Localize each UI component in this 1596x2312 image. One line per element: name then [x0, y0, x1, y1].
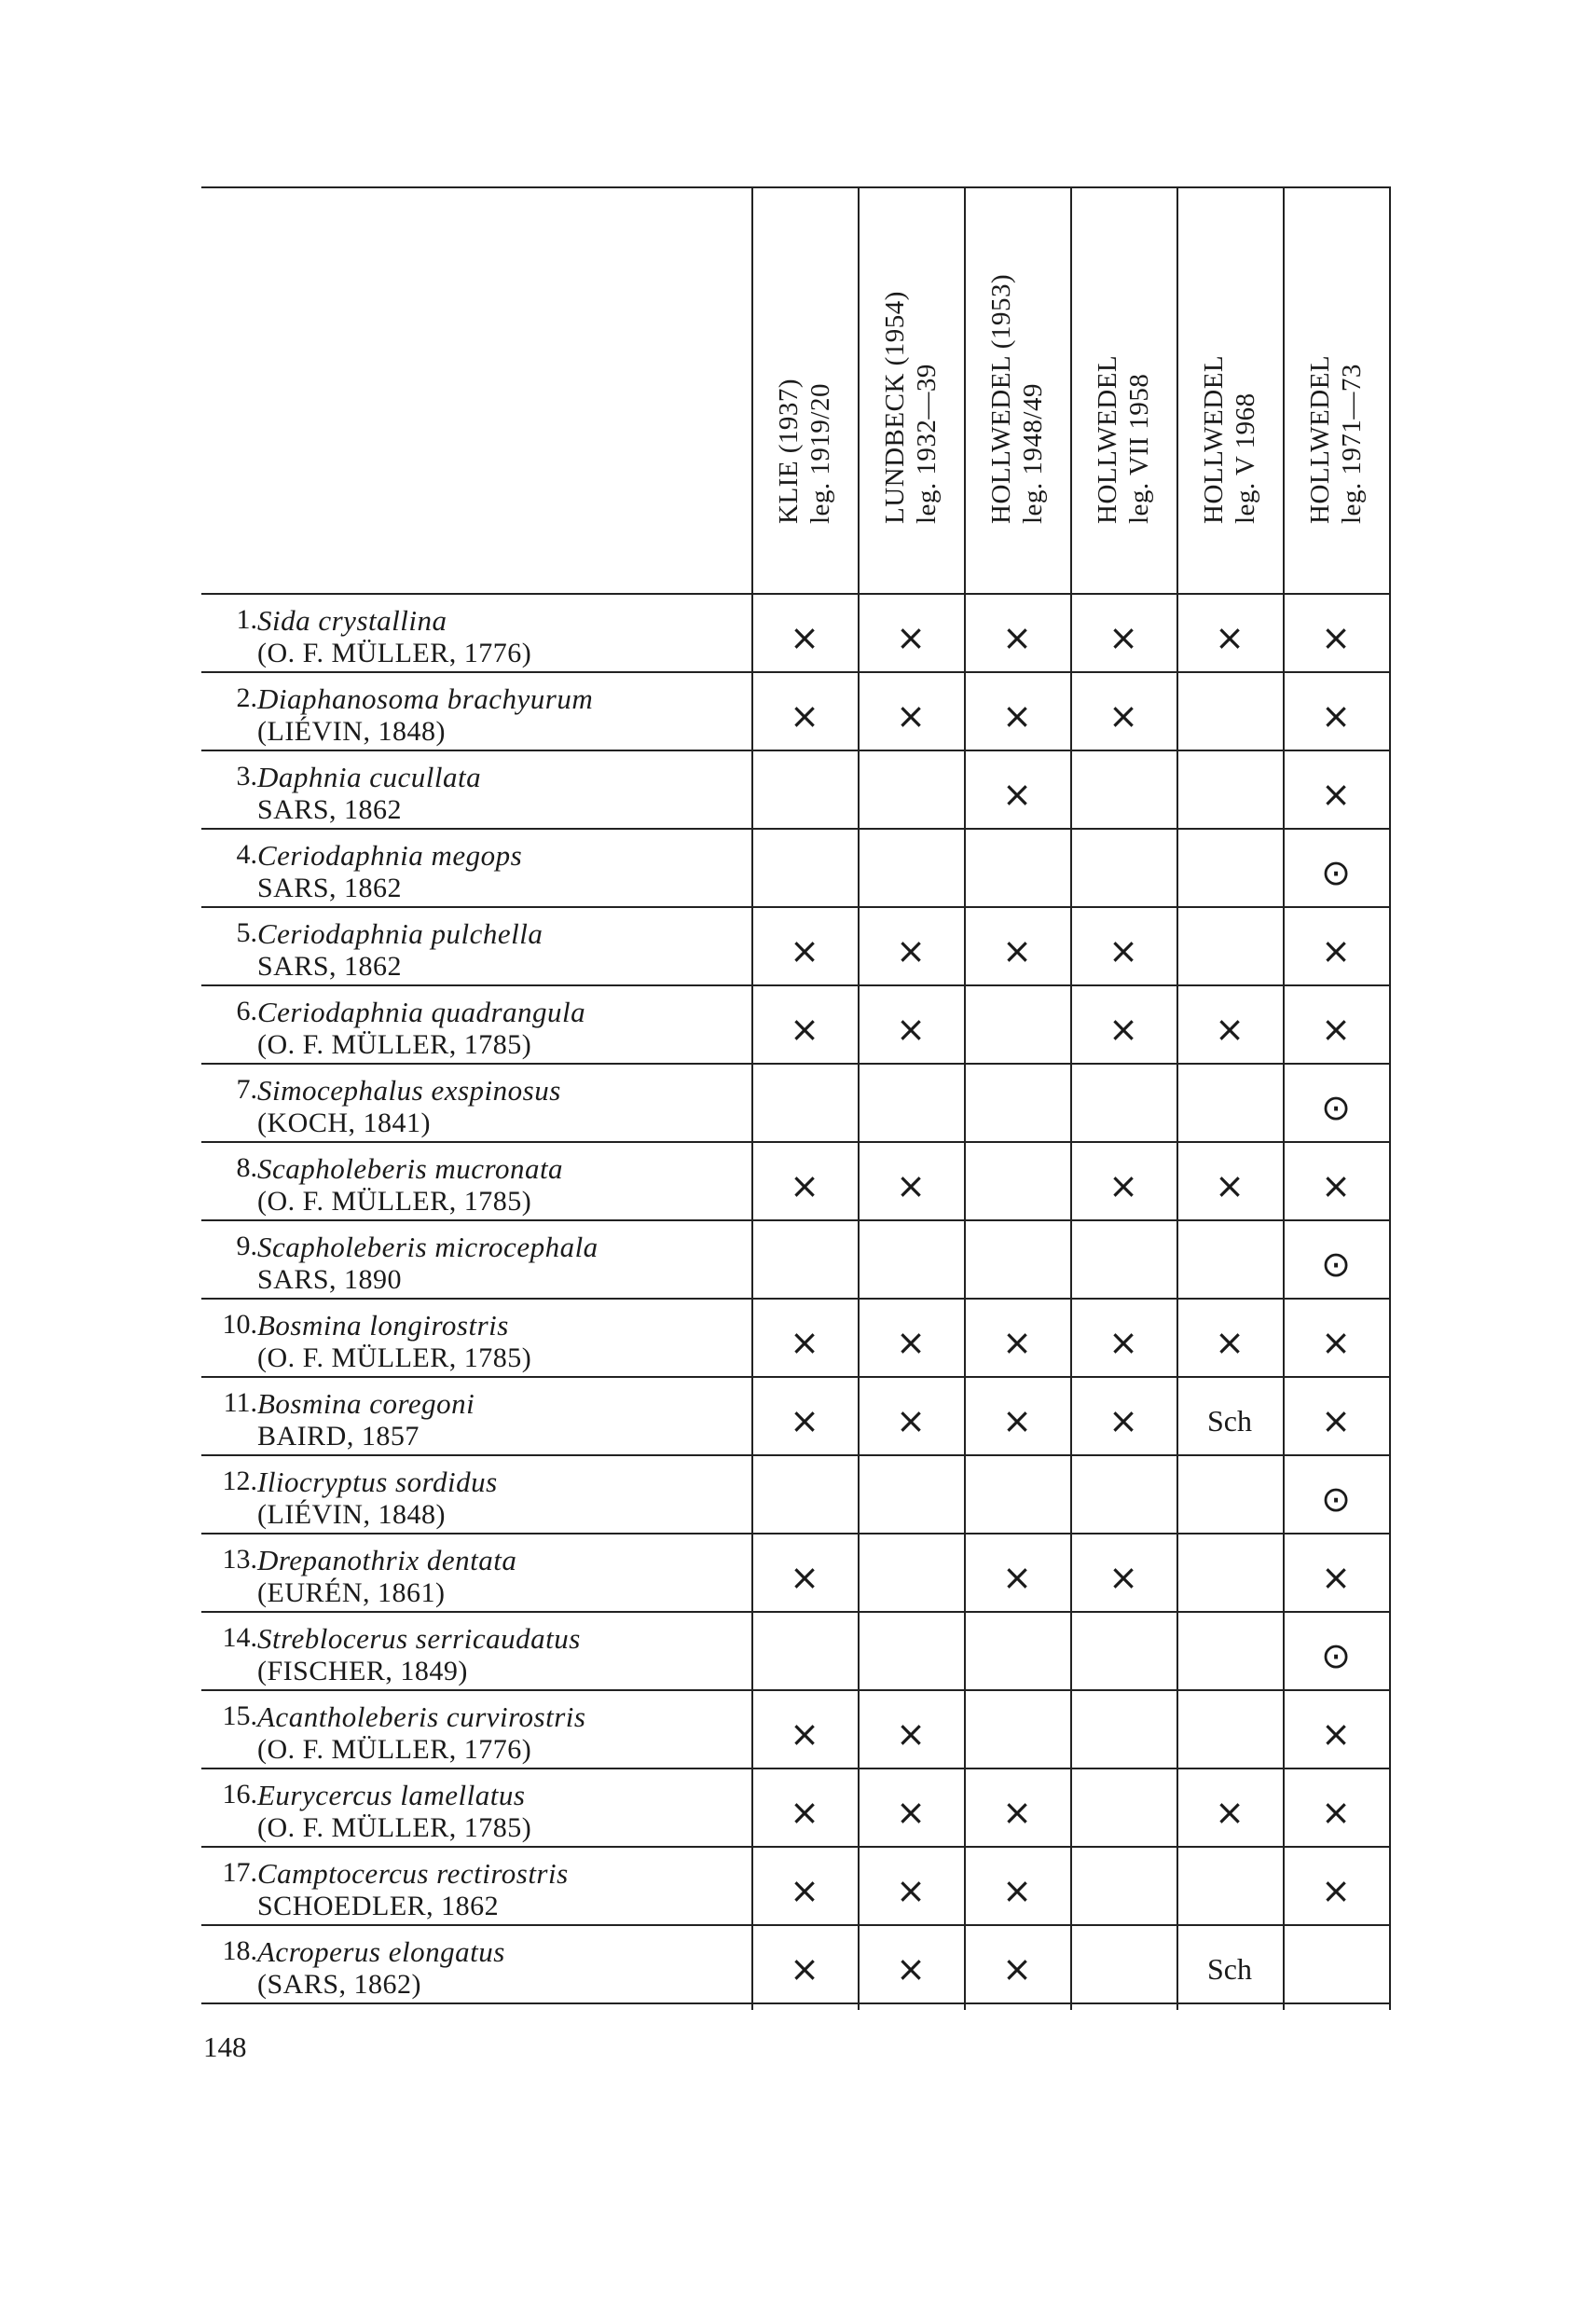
species-author: SARS, 1862 [257, 951, 403, 982]
occurrence-mark: × [896, 1400, 926, 1441]
row-rule [201, 2002, 1391, 2004]
species-number: 7. [236, 1074, 257, 1105]
row-rule [201, 750, 1391, 751]
occurrence-mark: × [1002, 1948, 1032, 1989]
column-header-line1: KLIE (1937) [774, 378, 804, 524]
species-number: 15. [222, 1700, 257, 1731]
species-author: (O. F. MÜLLER, 1785) [257, 1342, 532, 1373]
occurrence-mark [1176, 833, 1283, 912]
occurrence-mark [1070, 755, 1176, 833]
occurrence-mark: × [1215, 1792, 1245, 1833]
row-rule [201, 828, 1391, 830]
species-author: SARS, 1862 [257, 794, 403, 825]
occurrence-mark [1070, 833, 1176, 912]
species-name: Diaphanosoma brachyurum [257, 682, 594, 715]
occurrence-mark: ⊙ [1321, 1244, 1351, 1285]
column-header [751, 196, 858, 587]
header-bottom-rule [201, 593, 1391, 595]
occurrence-mark: × [896, 930, 926, 971]
occurrence-mark: × [1321, 1870, 1351, 1911]
species-number: 4. [236, 839, 257, 870]
row-rule [201, 1768, 1391, 1769]
occurrence-mark: × [1002, 1792, 1032, 1833]
species-author: SARS, 1862 [257, 873, 403, 903]
column-header-line2: leg. 1971—73 [1337, 364, 1367, 524]
species-name: Camptocercus rectirostris [257, 1857, 569, 1890]
occurrence-mark: × [1002, 930, 1032, 971]
occurrence-mark [1070, 1930, 1176, 2008]
species-name: Bosmina coregoni [257, 1387, 475, 1420]
row-rule [201, 1141, 1391, 1143]
species-author: BAIRD, 1857 [257, 1421, 420, 1452]
occurrence-mark: × [1321, 1165, 1351, 1206]
occurrence-mark [1070, 1695, 1176, 1773]
species-number: 16. [222, 1779, 257, 1810]
species-name: Acroperus elongatus [257, 1935, 505, 1968]
column-header-line1: LUNDBECK (1954) [880, 291, 910, 524]
occurrence-mark: × [1321, 695, 1351, 736]
occurrence-mark: × [1002, 1400, 1032, 1441]
occurrence-mark [858, 1617, 964, 1695]
row-rule [201, 1454, 1391, 1456]
species-author: (O. F. MÜLLER, 1785) [257, 1812, 532, 1843]
page-number: 148 [203, 2030, 247, 2063]
occurrence-mark [751, 1068, 858, 1147]
species-number: 14. [222, 1622, 257, 1653]
occurrence-mark [1176, 1851, 1283, 1930]
occurrence-mark: × [790, 1713, 819, 1755]
occurrence-mark: × [1321, 1792, 1351, 1833]
occurrence-mark: × [1002, 774, 1032, 815]
occurrence-mark: ⊙ [1321, 1635, 1351, 1676]
row-rule [201, 671, 1391, 673]
occurrence-mark: × [1321, 617, 1351, 658]
occurrence-mark: × [1108, 695, 1138, 736]
occurrence-mark: × [790, 1322, 819, 1363]
species-number: 18. [222, 1935, 257, 1966]
column-header [1176, 196, 1283, 587]
row-rule [201, 1611, 1391, 1613]
species-name: Ceriodaphnia pulchella [257, 917, 543, 950]
species-name: Iliocryptus sordidus [257, 1466, 498, 1498]
occurrence-mark: × [896, 1870, 926, 1911]
occurrence-mark: × [1002, 1870, 1032, 1911]
species-author: (EURÉN, 1861) [257, 1577, 446, 1608]
occurrence-mark: × [1321, 1557, 1351, 1598]
occurrence-mark: × [896, 1713, 926, 1755]
occurrence-mark [858, 755, 964, 833]
occurrence-mark [964, 833, 1070, 912]
occurrence-mark: × [790, 1948, 819, 1989]
occurrence-mark: × [1321, 1009, 1351, 1050]
column-header-text [1198, 355, 1261, 524]
occurrence-mark [1070, 1068, 1176, 1147]
occurrence-mark [964, 1147, 1070, 1225]
occurrence-mark: × [896, 1322, 926, 1363]
occurrence-mark [1176, 1538, 1283, 1617]
column-header-line2: leg. V 1968 [1231, 392, 1260, 524]
species-author: (O. F. MÜLLER, 1785) [257, 1029, 532, 1060]
species-name: Simocephalus exspinosus [257, 1074, 561, 1107]
occurrence-mark [964, 1695, 1070, 1773]
table-top-rule [201, 186, 1391, 188]
species-number: 1. [236, 604, 257, 635]
column-header-line1: HOLLWEDEL [1199, 354, 1229, 524]
occurrence-mark: × [790, 1792, 819, 1833]
occurrence-mark: × [1002, 617, 1032, 658]
column-header-line2: leg. VII 1958 [1124, 373, 1154, 524]
species-author: (SARS, 1862) [257, 1969, 422, 2000]
column-header [858, 196, 964, 587]
species-author: (O. F. MÜLLER, 1776) [257, 638, 532, 668]
row-rule [201, 1298, 1391, 1300]
species-author: SCHOEDLER, 1862 [257, 1891, 500, 1921]
species-name: Scapholeberis mucronata [257, 1152, 564, 1185]
occurrence-mark: × [1321, 774, 1351, 815]
species-name: Bosmina longirostris [257, 1309, 509, 1342]
species-number: 6. [236, 996, 257, 1026]
species-name: Ceriodaphnia megops [257, 839, 523, 872]
occurrence-mark: × [1002, 695, 1032, 736]
column-header-line2: leg. 1932—39 [912, 364, 942, 524]
species-name: Ceriodaphnia quadrangula [257, 996, 586, 1028]
species-name: Eurycercus lamellatus [257, 1779, 526, 1811]
species-name: Streblocerus serricaudatus [257, 1622, 581, 1655]
species-name: Acantholeberis curvirostris [257, 1700, 586, 1733]
occurrence-mark: × [790, 617, 819, 658]
column-header-line1: HOLLWEDEL (1953) [986, 273, 1016, 524]
column-separator [1389, 186, 1391, 2010]
row-rule [201, 1219, 1391, 1221]
occurrence-mark: × [790, 930, 819, 971]
occurrence-mark [1070, 1851, 1176, 1930]
occurrence-mark: × [1215, 1165, 1245, 1206]
occurrence-mark: × [1108, 930, 1138, 971]
species-author: (FISCHER, 1849) [257, 1656, 468, 1686]
species-name: Daphnia cucullata [257, 761, 482, 793]
occurrence-mark: × [1002, 1322, 1032, 1363]
species-number: 11. [223, 1387, 257, 1418]
occurrence-mark [751, 1225, 858, 1303]
occurrence-mark [1176, 677, 1283, 755]
row-rule [201, 1376, 1391, 1378]
species-author: (O. F. MÜLLER, 1776) [257, 1734, 532, 1765]
species-number: 17. [222, 1857, 257, 1888]
species-name: Drepanothrix dentata [257, 1544, 517, 1576]
occurrence-mark: × [1321, 1400, 1351, 1441]
species-number: 2. [236, 682, 257, 713]
species-number: 5. [236, 917, 257, 948]
species-author: (O. F. MÜLLER, 1785) [257, 1186, 532, 1217]
occurrence-mark: ⊙ [1321, 1479, 1351, 1520]
row-rule [201, 1533, 1391, 1534]
row-rule [201, 984, 1391, 986]
occurrence-mark [1176, 1460, 1283, 1538]
species-name: Scapholeberis microcephala [257, 1231, 598, 1263]
occurrence-mark [858, 833, 964, 912]
column-header-text [1304, 355, 1368, 524]
occurrence-mark [1070, 1460, 1176, 1538]
occurrence-mark: × [896, 1948, 926, 1989]
column-header-line2: leg. 1919/20 [805, 383, 835, 524]
occurrence-mark: × [1321, 930, 1351, 971]
column-header-text [879, 291, 942, 524]
occurrence-mark [1176, 1617, 1283, 1695]
occurrence-mark [751, 833, 858, 912]
occurrence-mark [751, 1460, 858, 1538]
occurrence-mark [858, 1538, 964, 1617]
occurrence-mark: × [1108, 1009, 1138, 1050]
column-header-line2: leg. 1948/49 [1018, 383, 1048, 524]
species-number: 3. [236, 761, 257, 791]
row-rule [201, 906, 1391, 908]
species-number: 12. [222, 1466, 257, 1496]
occurrence-mark: × [1108, 1165, 1138, 1206]
occurrence-mark: × [896, 1165, 926, 1206]
row-rule [201, 1689, 1391, 1691]
occurrence-mark: × [1108, 1400, 1138, 1441]
occurrence-mark: × [790, 1400, 819, 1441]
occurrence-mark: × [1108, 1322, 1138, 1363]
occurrence-mark: Sch [1207, 1404, 1252, 1438]
occurrence-mark: × [790, 1870, 819, 1911]
occurrence-mark: × [1321, 1713, 1351, 1755]
occurrence-mark: × [1215, 1009, 1245, 1050]
occurrence-mark [1070, 1617, 1176, 1695]
column-header [964, 196, 1070, 587]
occurrence-mark [964, 990, 1070, 1068]
occurrence-mark: × [896, 695, 926, 736]
occurrence-mark [858, 1068, 964, 1147]
occurrence-mark: Sch [1207, 1952, 1252, 1986]
occurrence-mark [1070, 1773, 1176, 1851]
occurrence-mark: × [1321, 1322, 1351, 1363]
occurrence-mark [964, 1617, 1070, 1695]
occurrence-mark [1176, 1695, 1283, 1773]
occurrence-mark: × [790, 695, 819, 736]
species-number: 10. [222, 1309, 257, 1340]
species-author: SARS, 1890 [257, 1264, 403, 1295]
species-number: 9. [236, 1231, 257, 1261]
occurrence-mark: × [1108, 1557, 1138, 1598]
column-header-text [985, 274, 1049, 524]
occurrence-mark: × [1215, 1322, 1245, 1363]
occurrence-mark: × [790, 1009, 819, 1050]
row-rule [201, 1846, 1391, 1848]
column-header-text [1092, 355, 1155, 524]
occurrence-mark: × [1215, 617, 1245, 658]
occurrence-mark [751, 755, 858, 833]
species-number: 8. [236, 1152, 257, 1183]
occurrence-mark: × [896, 617, 926, 658]
occurrence-mark [751, 1617, 858, 1695]
occurrence-mark [1176, 755, 1283, 833]
occurrence-mark [1283, 1930, 1389, 2008]
species-name: Sida crystallina [257, 604, 447, 637]
column-header [1070, 196, 1176, 587]
occurrence-mark: × [896, 1009, 926, 1050]
occurrence-mark: × [790, 1165, 819, 1206]
column-header-text [773, 378, 836, 524]
occurrence-mark: × [896, 1792, 926, 1833]
species-author: (LIÉVIN, 1848) [257, 1499, 446, 1530]
species-author: (KOCH, 1841) [257, 1108, 431, 1138]
occurrence-mark: × [790, 1557, 819, 1598]
occurrence-mark [1176, 1225, 1283, 1303]
occurrence-mark [964, 1460, 1070, 1538]
occurrence-mark [858, 1460, 964, 1538]
occurrence-mark: × [1002, 1557, 1032, 1598]
column-header-line1: HOLLWEDEL [1305, 354, 1335, 524]
occurrence-mark: ⊙ [1321, 852, 1351, 893]
occurrence-mark [1176, 1068, 1283, 1147]
occurrence-mark: × [1108, 617, 1138, 658]
species-author: (LIÉVIN, 1848) [257, 716, 446, 747]
occurrence-mark [964, 1225, 1070, 1303]
occurrence-mark [1176, 912, 1283, 990]
occurrence-mark [1070, 1225, 1176, 1303]
column-header [1283, 196, 1389, 587]
occurrence-mark [964, 1068, 1070, 1147]
species-number: 13. [222, 1544, 257, 1575]
column-header-line1: HOLLWEDEL [1093, 354, 1122, 524]
occurrence-mark: ⊙ [1321, 1087, 1351, 1128]
row-rule [201, 1924, 1391, 1926]
occurrence-mark [858, 1225, 964, 1303]
row-rule [201, 1063, 1391, 1065]
